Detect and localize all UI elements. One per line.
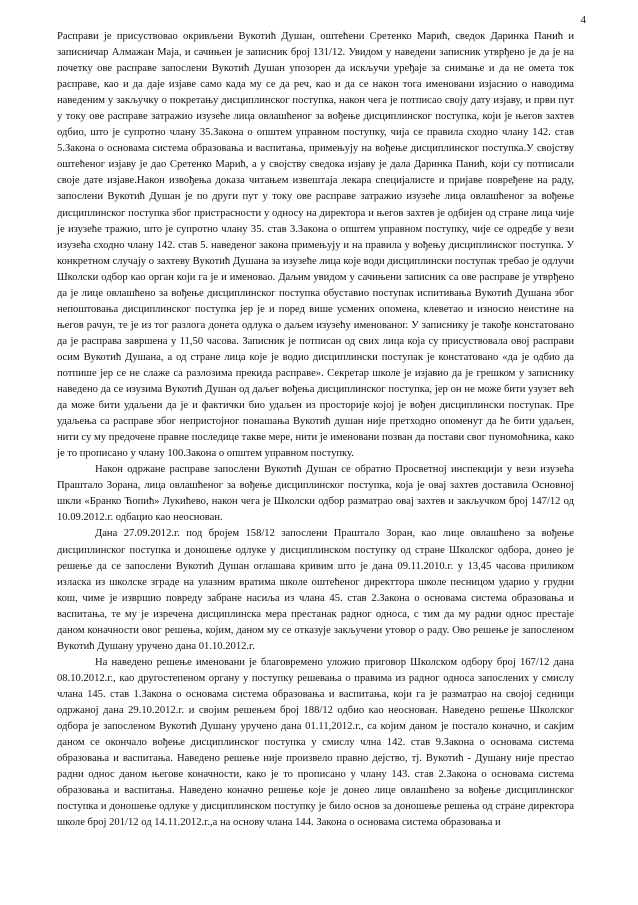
paragraph-2: Након одржане расправе запослени Вукотић Душан се обратио Просветној инспекцији у вези изузећа Праштало Зорана, лица овлашћеног за вођење дисциплинског поступка, која је овај захтев доставила Основној шкли «Бранко Ћопић» Лукићево, након чега је Школски одбор разматрао овај захтев и закључком број 147/12 од 10.09.2012.г. одбацио као неоснован. bbox=[57, 464, 574, 524]
page-number: 4 bbox=[580, 14, 586, 26]
paragraph-3: Дана 27.09.2012.г. под бројем 158/12 запослени Праштало Зоран, као лице овлашћено за вођење дисциплинског поступка и доношење одлуке у дисциплинском поступку од стране Школског одбора, донео је решење да се запослени Вукотић Душан оглашава кривим што је дана 09.11.2010.г. у 13,45 часова приликом изласка из школске зграде на улазним вратима школе оштећеног директтора школе песницом ударио у грудни кош, чиме је извршио повреду забране насиља из члана 45. став 2.Закона о основама система образовања и васпитања, те му је изречена дисциплинска мера престанак радног односа, с тим да му радни однос престаје даном коначности овог решења, којим, даном му се отказује закључени утовор о раду. Ово решење је запосленом Вукотић Душану уручено дана 01.10.2012.г. bbox=[57, 528, 574, 652]
paragraph-4: На наведено решење именовани је благовремено уложио приговор Школском одбору број 167/12 дана 08.10.2012.г., као другостепеном органу у поступку решевања о правима из радног односа запослених у смислу члана 145. став 1.Закона о основама система образовања и васпитања, који га је разматрао на својој седници одржаној дана 29.10.2012.г. и својим решењем број 188/12 одбио као неоснован. Наведено решење Школског одбора је запосленом Вукотић Душану уручено дана 01.11,2012.г., са којим даном је постало коначно, и сакјим даном се окончало вођење дисциплинског поступка у смислу члна 142. став 9.Закона о основама система образовања и васпитања. Наведено решење није произвело правно дејство, тј. Вукотић - Душану није престао радни однос даном његове коначности, како је то прописано у члану 143. став 2.Закона о основама система образовања и васпитања. Наведено коначно решење које је донео лице овлашћено за вођење дисциплинског поступка и доношење одлуке у дисциплинском поступку је било основ за доношење решења од стране директора школе број 201/12 од 14.11.2012.г.,а на основу члана 144. Закона о основама система образовања и bbox=[57, 656, 574, 829]
paragraph-1: Расправи је присуствовао окривљени Вукотић Душан, оштећени Сретенко Марић, сведок Даринка Панић и записничар Алмажан Маја, и сачињен је записник број 131/12. Увидом у наведени записник утврђено је да је на почетку ове расправе запослени Вукотић Душан упозорен да искључи уређаје за снимање и да не омета ток расправе, као и да даје изјаве само када му се да реч, као и да се након тога именовани изјаснио о наводима наведеним у закључку о покретању дисциплинског поступка, након чега је потписао своју дату изјаву, и први пут у току ове расправе затражио изузеће лица овлашћеног за вођење дисциплинског поступка, који је његов захтев одбио, што је супротно члану 35.Закона о општем управном поступку, чија се правила сходно члану 142. став 5.Закона о основама система образовања и васпитања, примењују на вођење дисциплинског поступка.У својству оштећеног изјаву је дао Сретенко Марић, а у својству сведока изјаву је дала Даринка Панић, који су потписали своје дате изјаве.Након извођења доказа читањем извештаја лекара специјалисте и пријаве повређене на раду, запослени Вукотић Душан је по други пут у току ове расправе затражио изузеће лица овлашћеног за вођење дисциплинског поступка због пристрасности у односу на директора и његов захтев је одбијен од стране лица чије је изузеће тражио, што је супротно члану 35. став 3.Закона о општем управном поступку, чије се одредбе у вези изузећа сходно члану 142. став 5. наведеног закона примењују и на правила у вођењу дисциплинског поступка. У конкретном случају о захтеву Вукотић Душана за изузеће лица које води дисциплински поступак требао је одлучи Школски одбор као орган који га је и именовао. Даљим увидом у сачињени записник са ове расправе је утврђено да је лице овлашћено за вођење дисциплинског поступка обуставио поступак испитивања Вукотић Душана због непоштовања дисциплинског поступка јер је и поред више усмених опомена, клеветао и износио неистине на његов рачун, те је из тог разлога донета одлука о даљем изузећу именованог. У записнику је такође констатовано да је расправа завршена у 11,50 часова. Записник је потписан од свих лица која су присуствовала овој расправи осим Вукотић Душана, а од стране лица које је водио дисциплински поступак је констатовано «да је одбио да потпише јер се не слаже са разлозима прекида расправе». Секретар школе је изјавио да је грешком у записнику наведено да се изузима Вукотић Душан од даљег вођења дисциплинског поступка, јер он не може бити узузет већ да може бити удаљени да је и фактички био удаљен из просторије којој је вођен дисциплински поступак. Пре удаљења са расправе због непристојног понашања Вукотић душан није претходно опоменут да ће бити удаљен, нити су му предочене правне последице такве мере, нити је именовани позван да постави свог пуномоћника, како је то прописано у члану 100.Закона о општем управном поступку. bbox=[57, 31, 574, 460]
document-body bbox=[57, 29, 574, 831]
